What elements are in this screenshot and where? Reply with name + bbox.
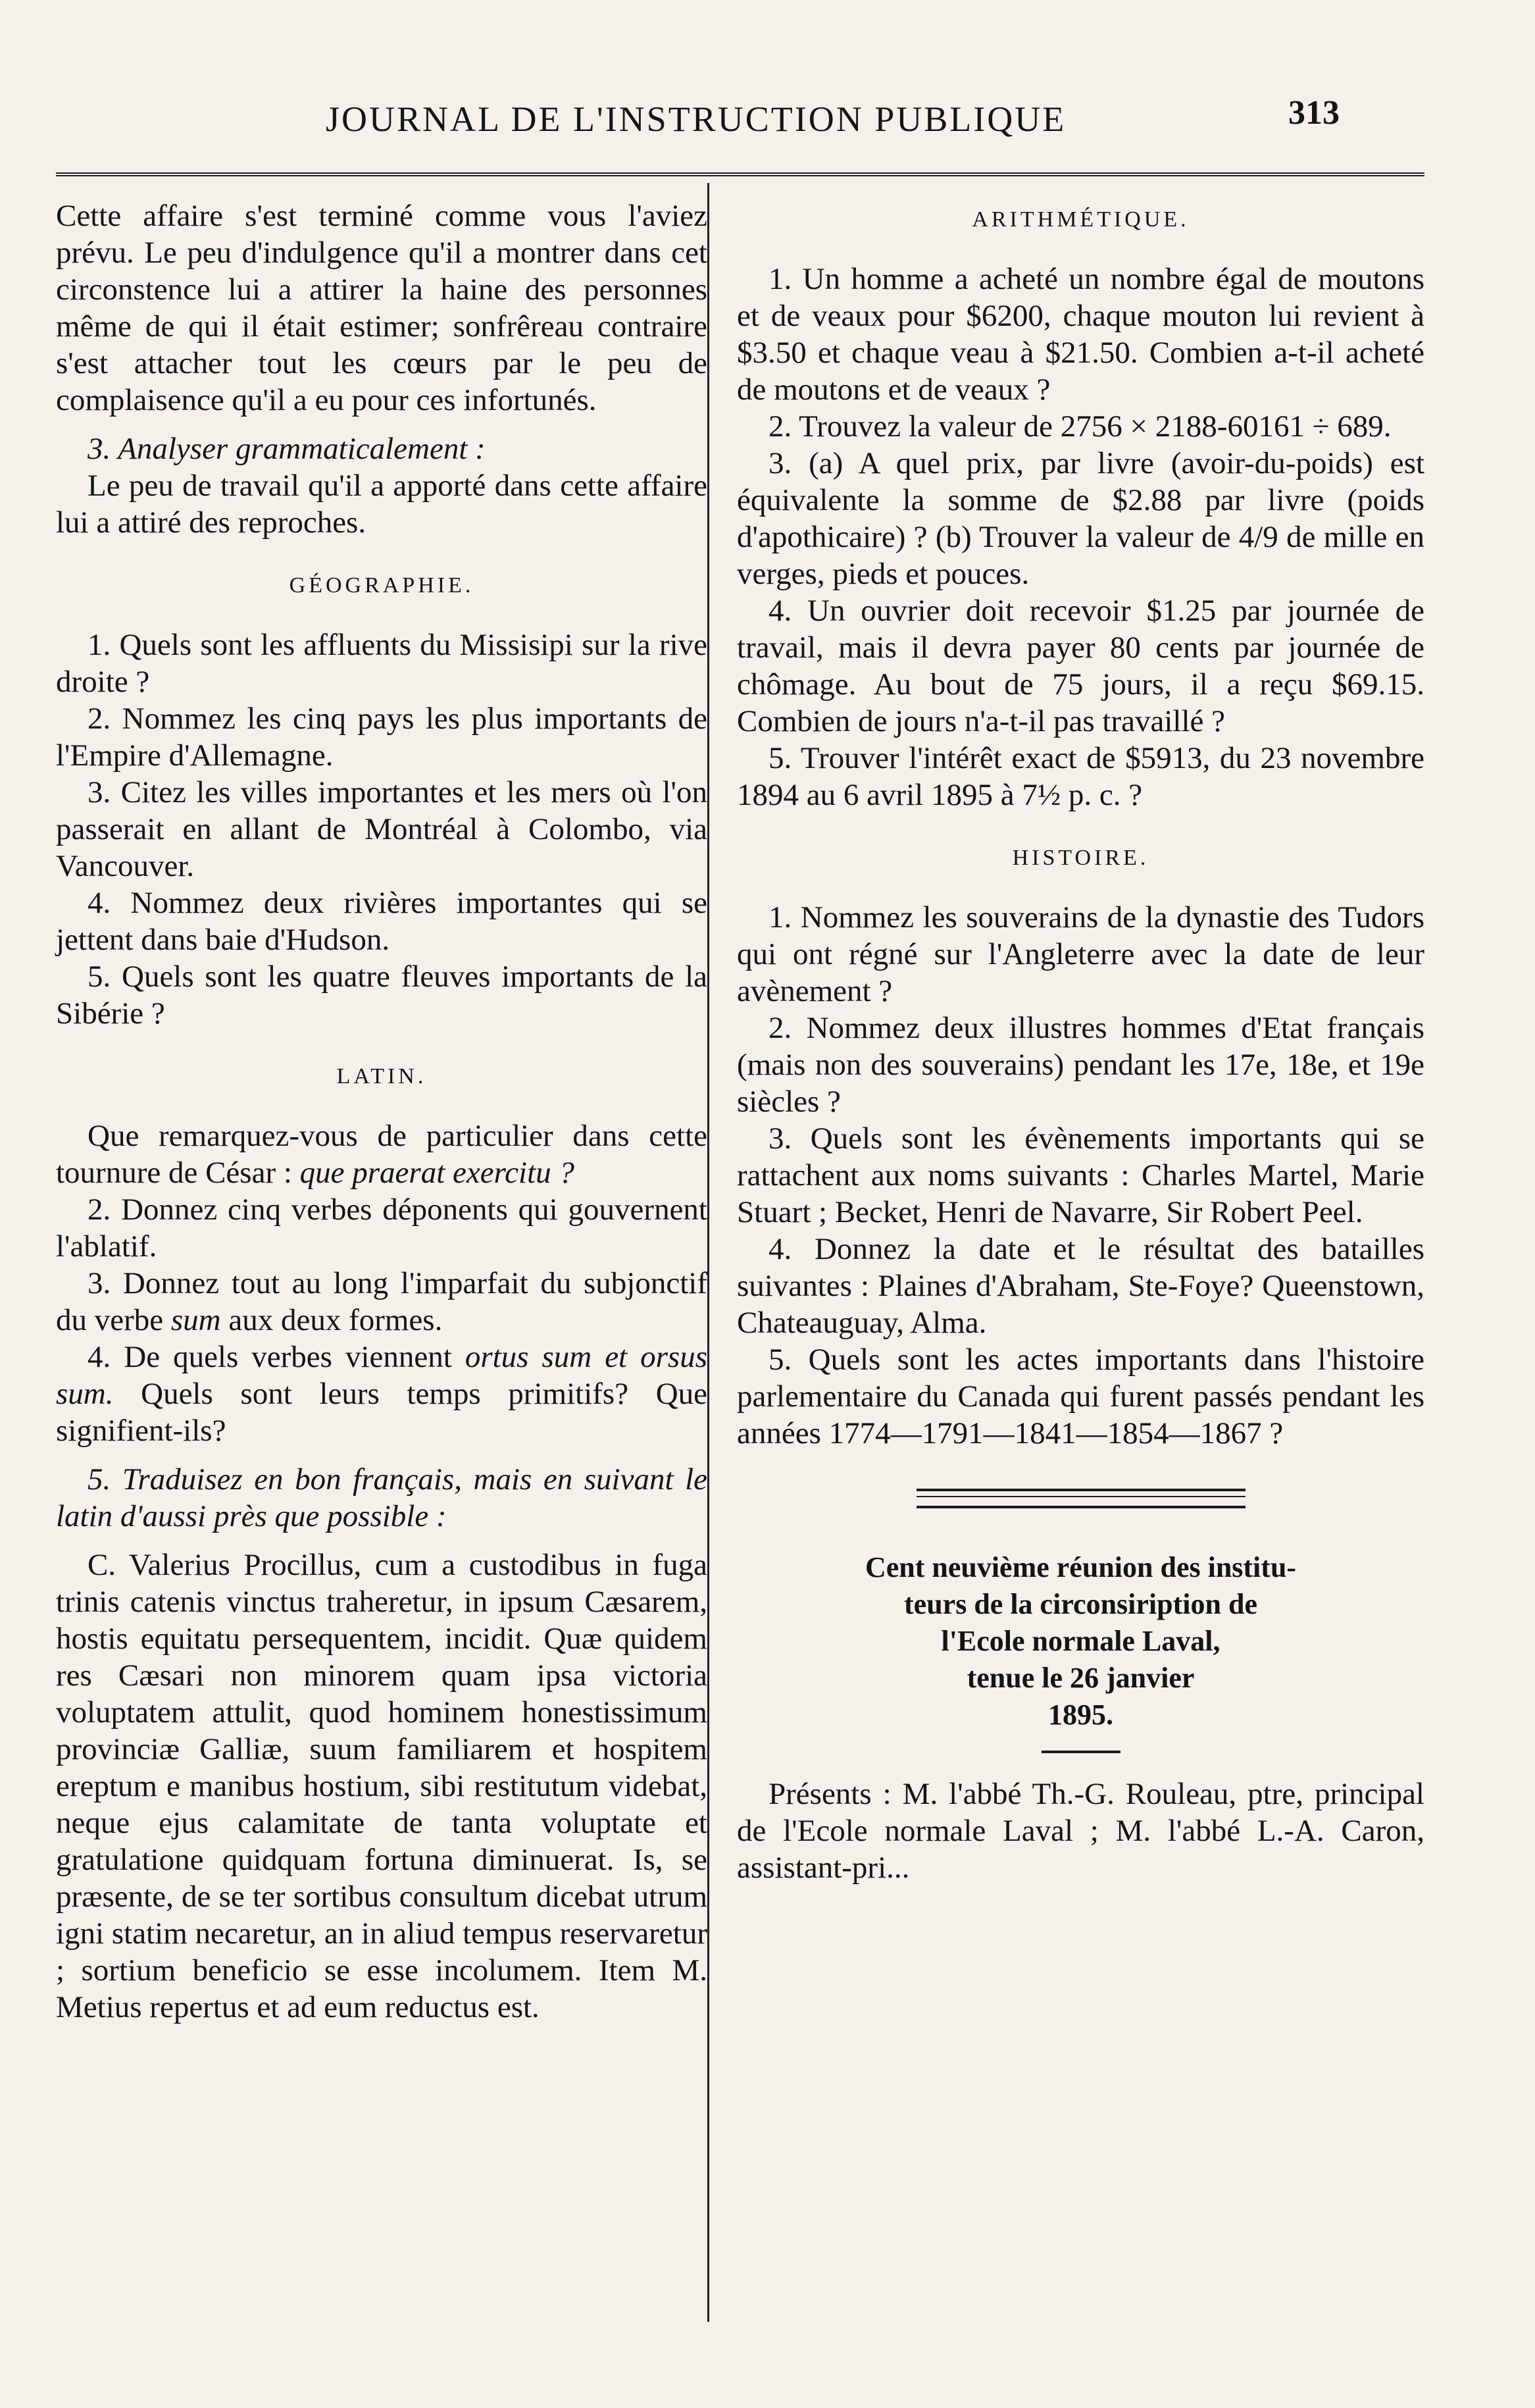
arithmetique-question: 4. Un ouvrier doit recevoir $1.25 par journée de travail, mais il devra payer 80 cents par journée de chômage. Au bout de 75 jours, il a reçu $69.15. Combien de jours n'a-t-il pas travaillé ? [737,594,1424,738]
arithmetique-question: 1. Un homme a acheté un nombre égal de moutons et de veaux pour $6200, chaque mouton lui revient à $3.50 et chaque veau à $21.50. Combien a-t-il acheté de moutons et de veaux ? [737,262,1424,407]
arithmetique-question: 3. (a) A quel prix, par livre (avoir-du-poids) est équivalente la somme de $2.88 par livre (poids d'apothicaire) ? (b) Trouver la valeur de 4/9 de mille en verges, pieds et pouces. [737,446,1424,591]
geographie-question: 1. Quels sont les affluents du Missisipi sur la rive droite ? [56,628,707,699]
geographie-question: 4. Nommez deux rivières importantes qui se jettent dans baie d'Hudson. [56,886,707,957]
short-rule [1042,1751,1120,1753]
histoire-question: 5. Quels sont les actes importants dans l'histoire parlementaire du Canada qui furent passés pendant les années 1774—1791—1841—1854—1867 ? [737,1343,1424,1450]
geographie-question: 2. Nommez les cinq pays les plus importants de l'Empire d'Allemagne. [56,702,707,773]
geographie-question: 5. Quels sont les quatre fleuves importants de la Sibérie ? [56,960,707,1031]
running-head [0,94,1535,158]
histoire-question: 3. Quels sont les évènements importants qui se rattachent aux noms suivants : Charles Martel, Marie Stuart ; Becket, Henri de Navarre, Sir Robert Peel. [737,1121,1424,1229]
section-title-histoire: HISTOIRE. [1012,846,1149,870]
intro-paragraph: Cette affaire s'est terminé comme vous l'aviez prévu. Le peu d'indulgence qu'il a montrer dans cet circonstence lui a attirer la haine des personnes même de qui il était estimer; sonfrêreau contraire s'est attacher tout les cœurs par le peu de complaisence qu'il a eu pour ces infortunés. [56,199,707,417]
header-rule [56,172,1424,176]
histoire-question: 2. Nommez deux illustres hommes d'Etat français (mais non des souverains) pendant les 17e, 18e, et 19e siècles ? [737,1011,1424,1119]
running-title: JOURNAL DE L'INSTRUCTION PUBLIQUE [326,99,1067,139]
analyse-label: 3. Analyser grammaticalement : [88,432,486,466]
section-title-latin: LATIN. [336,1064,427,1089]
latin-question-3: 3. Donnez tout au long l'imparfait du subjonctif du verbe sum aux deux formes. [56,1266,707,1337]
arithmetique-question: 5. Trouver l'intérêt exact de $5913, du 23 novembre 1894 au 6 avril 1895 à 7½ p. c. ? [737,741,1424,812]
ornament-rule [917,1489,1246,1508]
section-title-arithmetique: ARITHMÉTIQUE. [972,207,1190,232]
latin-question-5-label: 5. Traduisez en bon français, mais en suivant le latin d'aussi près que possible : [56,1462,707,1533]
left-column [56,197,707,2026]
arithmetique-question: 2. Trouvez la valeur de 2756 × 2188-60161 ÷ 689. [768,409,1392,444]
analyse-sentence: Le peu de travail qu'il a apporté dans cette affaire lui a attiré des reproches. [56,469,707,540]
meeting-title: Cent neuvième réunion des institu- teurs de la circonsiription de l'Ecole normale Laval, tenue le 26 janvier 1895. [865,1551,1297,1731]
latin-passage: C. Valerius Procillus, cum a custodibus in fuga trinis catenis vinctus traheretur, in ipsum Cæsarem, hostis equitatu persequentem, incidit. Quæ quidem res Cæsari non minorem quam ipsa victoria voluptatem attulit, quod hominem honestissimum provinciæ Galliæ, suum familiarem et hospitem ereptum e manibus hostium, sibi restitutum videbat, neque ejus calamitate de tanta voluptate et gratulatione quidquam fortuna diminuerat. Is, se præsente, de se ter sortibus consultum dicebat utrum igni statim necaretur, an in aliud tempus reservaretur ; sortium beneficio se esse incolumem. Item M. Metius repertus et ad eum reductus est. [56,1548,707,2024]
right-column [737,197,1424,1886]
histoire-question: 1. Nommez les souverains de la dynastie des Tudors qui ont régné sur l'Angleterre avec la date de leur avènement ? [737,900,1424,1008]
presents-paragraph: Présents : M. l'abbé Th.-G. Rouleau, ptre, principal de l'Ecole normale Laval ; M. l'abbé L.-A. Caron, assistant-pri... [737,1777,1424,1885]
page-number: 313 [1288,94,1340,132]
column-divider [707,183,709,2322]
latin-question-1: Que remarquez-vous de particulier dans cette tournure de César : que praerat exercitu ? [56,1119,707,1190]
geographie-question: 3. Citez les villes importantes et les mers où l'on passerait en allant de Montréal à Colombo, via Vancouver. [56,775,707,883]
histoire-question: 4. Donnez la date et le résultat des batailles suivantes : Plaines d'Abraham, Ste-Foye? Queenstown, Chateauguay, Alma. [737,1232,1424,1340]
latin-question-4: 4. De quels verbes viennent ortus sum et orsus sum. Quels sont leurs temps primitifs? Que signifient-ils? [56,1340,707,1448]
section-title-geographie: GÉOGRAPHIE. [289,573,474,598]
latin-question-2: 2. Donnez cinq verbes déponents qui gouvernent l'ablatif. [56,1192,707,1264]
